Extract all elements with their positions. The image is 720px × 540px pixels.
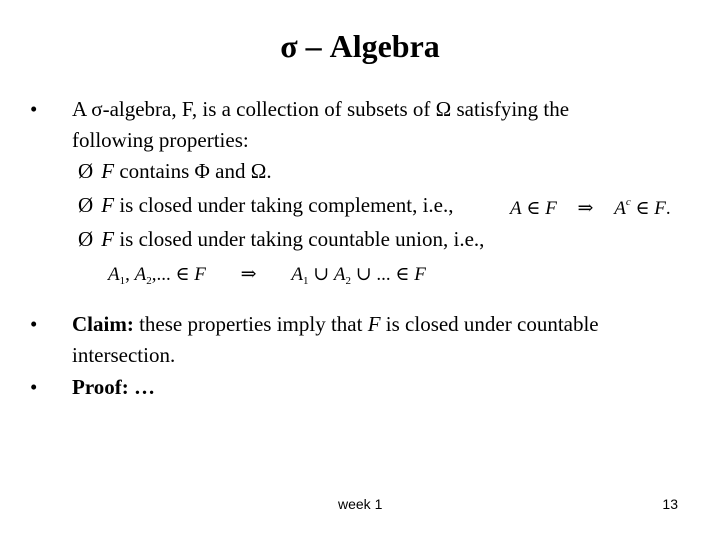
arrow-bullet-icon: Ø xyxy=(78,193,94,217)
property-text: is closed under taking complement, i.e., xyxy=(114,193,454,217)
set-symbol: F xyxy=(101,193,115,217)
union-formula: $A_1$, $A_2$,... ∈ F ⇒ $A_1$ ∪ $A_2$ ∪ ... ∈ F xyxy=(108,264,426,287)
property-text: is closed under taking countable union, i.e., xyxy=(114,227,485,251)
slide-title: σ – Algebra xyxy=(280,28,440,64)
slide-number: 13 xyxy=(662,496,678,512)
definition-line-2: following properties: xyxy=(72,128,249,152)
footer-week: week 1 xyxy=(338,496,383,512)
property-union xyxy=(78,224,484,255)
bullet-marker: • xyxy=(30,97,38,121)
set-symbol: F xyxy=(101,159,115,183)
property-complement xyxy=(78,190,454,221)
bullet-claim xyxy=(30,309,700,371)
bullet-definition xyxy=(30,94,690,156)
set-symbol: F xyxy=(101,227,115,251)
bullet-marker: • xyxy=(30,312,38,336)
proof-label: Proof: … xyxy=(72,375,156,399)
arrow-bullet-icon: Ø xyxy=(78,159,94,183)
arrow-bullet-icon: Ø xyxy=(78,227,94,251)
claim-line-1: Claim: these properties imply that F is closed under countable xyxy=(72,312,599,336)
property-text: contains Φ and Ω. xyxy=(114,159,272,183)
bullet-marker: • xyxy=(30,375,38,399)
claim-line-2: intersection. xyxy=(72,343,176,367)
complement-formula: A ∈ F ⇒ $A^c$ ∈ F. xyxy=(510,196,671,219)
property-contains xyxy=(78,156,272,187)
definition-line-1: A σ-algebra, F, is a collection of subsets of Ω satisfying the xyxy=(72,97,570,121)
claim-label: Claim: xyxy=(72,312,134,336)
bullet-proof xyxy=(30,372,690,403)
